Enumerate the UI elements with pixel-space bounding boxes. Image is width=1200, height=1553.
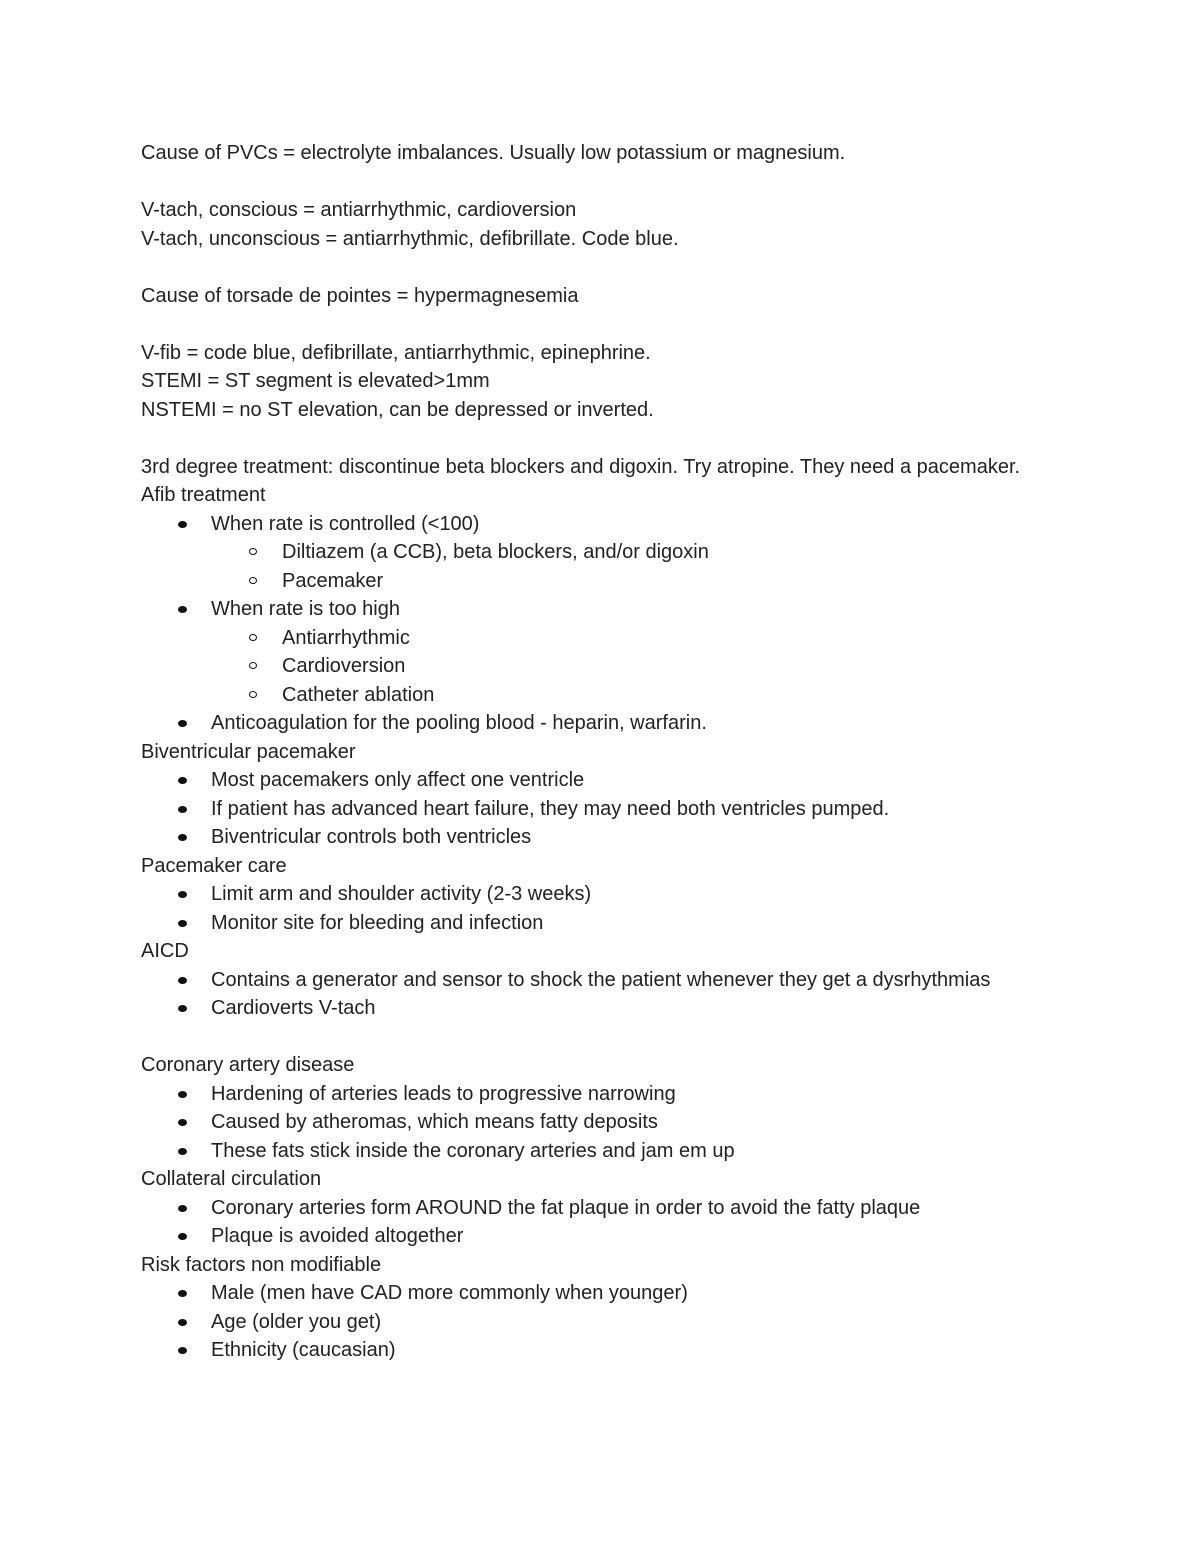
risk-factors-list xyxy=(141,1279,1071,1365)
biventricular-heading: Biventricular pacemaker xyxy=(141,740,356,763)
vfib-line: V-fib = code blue, defibrillate, antiarrhythmic, epinephrine. xyxy=(141,341,651,364)
list-item xyxy=(141,1080,1071,1109)
third-degree-line: 3rd degree treatment: discontinue beta blockers and digoxin. Try atropine. They need a pacemaker. xyxy=(141,455,1021,478)
list-item xyxy=(141,880,1071,909)
list-item xyxy=(141,994,1071,1023)
list-item-text: Cardioverts V-tach xyxy=(211,997,376,1019)
list-item-text: Diltiazem (a CCB), beta blockers, and/or digoxin xyxy=(282,541,709,563)
list-item xyxy=(141,823,1071,852)
list-item-text: These fats stick inside the coronary arteries and jam em up xyxy=(211,1139,735,1162)
list-item-text: Cardioversion xyxy=(282,655,406,677)
hollow-bullet-icon xyxy=(249,691,257,698)
list-item-text: Ethnicity (caucasian) xyxy=(211,1339,396,1361)
list-item-text: Monitor site for bleeding and infection xyxy=(211,911,544,934)
bullet-icon xyxy=(178,920,187,927)
list-item xyxy=(141,966,1071,995)
vtach-conscious-line: V-tach, conscious = antiarrhythmic, cardioversion xyxy=(141,199,577,221)
bullet-icon xyxy=(178,977,187,984)
stemi-line: STEMI = ST segment is elevated>1mm xyxy=(141,370,490,392)
bullet-icon xyxy=(178,1005,187,1012)
list-item xyxy=(141,709,1071,738)
list-item-text: When rate is too high xyxy=(211,598,400,620)
list-item-text: Contains a generator and sensor to shock the patient whenever they get a dysrhythmias xyxy=(211,968,991,991)
bullet-icon xyxy=(178,1290,187,1297)
list-item-text: Male (men have CAD more commonly when younger) xyxy=(211,1282,688,1304)
bullet-icon xyxy=(178,1148,187,1155)
list-item-text: Biventricular controls both ventricles xyxy=(211,826,532,848)
list-item xyxy=(141,595,1071,624)
list-item-text: Most pacemakers only affect one ventricle xyxy=(211,769,585,791)
list-item-text: Antiarrhythmic xyxy=(282,626,410,649)
list-item xyxy=(141,652,1071,681)
list-item xyxy=(141,1336,1071,1365)
list-item xyxy=(141,1194,1071,1223)
hollow-bullet-icon xyxy=(249,634,257,641)
afib-heading: Afib treatment xyxy=(141,484,266,506)
blank-line xyxy=(141,168,1071,197)
list-item xyxy=(141,909,1071,938)
list-item-text: Pacemaker xyxy=(282,569,384,592)
bullet-icon xyxy=(178,1205,187,1212)
pacemaker-care-heading: Pacemaker care xyxy=(141,854,287,877)
nstemi-line: NSTEMI = no ST elevation, can be depressed or inverted. xyxy=(141,398,654,421)
list-item xyxy=(141,1279,1071,1308)
list-item xyxy=(141,567,1071,596)
list-item xyxy=(141,795,1071,824)
list-item xyxy=(141,1137,1071,1166)
bullet-icon xyxy=(178,891,187,898)
list-item-text: Anticoagulation for the pooling blood - heparin, warfarin. xyxy=(211,712,707,734)
list-item-text: Hardening of arteries leads to progressive narrowing xyxy=(211,1082,676,1105)
risk-factors-heading: Risk factors non modifiable xyxy=(141,1253,382,1276)
list-item xyxy=(141,624,1071,653)
bullet-icon xyxy=(178,1319,187,1326)
afib-list xyxy=(141,510,1071,738)
hollow-bullet-icon xyxy=(249,577,257,584)
list-item-text: Coronary arteries form AROUND the fat plaque in order to avoid the fatty plaque xyxy=(211,1196,921,1219)
bullet-icon xyxy=(178,521,187,528)
pacemaker-care-list xyxy=(141,880,1071,937)
biventricular-list xyxy=(141,766,1071,852)
cad-heading: Coronary artery disease xyxy=(141,1054,355,1076)
bullet-icon xyxy=(178,1233,187,1240)
list-item xyxy=(141,538,1071,567)
hollow-bullet-icon xyxy=(249,548,257,555)
list-item xyxy=(141,766,1071,795)
bullet-icon xyxy=(178,1091,187,1098)
bullet-icon xyxy=(178,1347,187,1354)
list-item-text: Limit arm and shoulder activity (2-3 weeks) xyxy=(211,883,592,905)
list-item-text: Caused by atheromas, which means fatty deposits xyxy=(211,1111,658,1133)
list-item-text: Plaque is avoided altogether xyxy=(211,1225,464,1247)
list-item xyxy=(141,1108,1071,1137)
bullet-icon xyxy=(178,834,187,841)
list-item xyxy=(141,1308,1071,1337)
bullet-icon xyxy=(178,777,187,784)
blank-line xyxy=(141,253,1071,282)
collateral-list xyxy=(141,1194,1071,1251)
torsade-cause-line: Cause of torsade de pointes = hypermagnesemia xyxy=(141,284,579,307)
list-item-text: Catheter ablation xyxy=(282,683,435,706)
aicd-heading: AICD xyxy=(141,940,189,962)
document-page xyxy=(141,139,1071,1365)
pvc-cause-line: Cause of PVCs = electrolyte imbalances. Usually low potassium or magnesium. xyxy=(141,142,846,164)
list-item-text: When rate is controlled (<100) xyxy=(211,512,480,535)
list-item-text: If patient has advanced heart failure, they may need both ventricles pumped. xyxy=(211,797,890,820)
cad-list xyxy=(141,1080,1071,1166)
list-item xyxy=(141,510,1071,539)
bullet-icon xyxy=(178,806,187,813)
hollow-bullet-icon xyxy=(249,662,257,669)
bullet-icon xyxy=(178,606,187,613)
bullet-icon xyxy=(178,1119,187,1126)
blank-line xyxy=(141,310,1071,339)
aicd-list xyxy=(141,966,1071,1023)
blank-line xyxy=(141,424,1071,453)
bullet-icon xyxy=(178,720,187,727)
blank-line xyxy=(141,1023,1071,1052)
list-item xyxy=(141,681,1071,710)
vtach-unconscious-line: V-tach, unconscious = antiarrhythmic, defibrillate. Code blue. xyxy=(141,227,679,250)
collateral-heading: Collateral circulation xyxy=(141,1168,322,1190)
list-item-text: Age (older you get) xyxy=(211,1310,382,1333)
list-item xyxy=(141,1222,1071,1251)
